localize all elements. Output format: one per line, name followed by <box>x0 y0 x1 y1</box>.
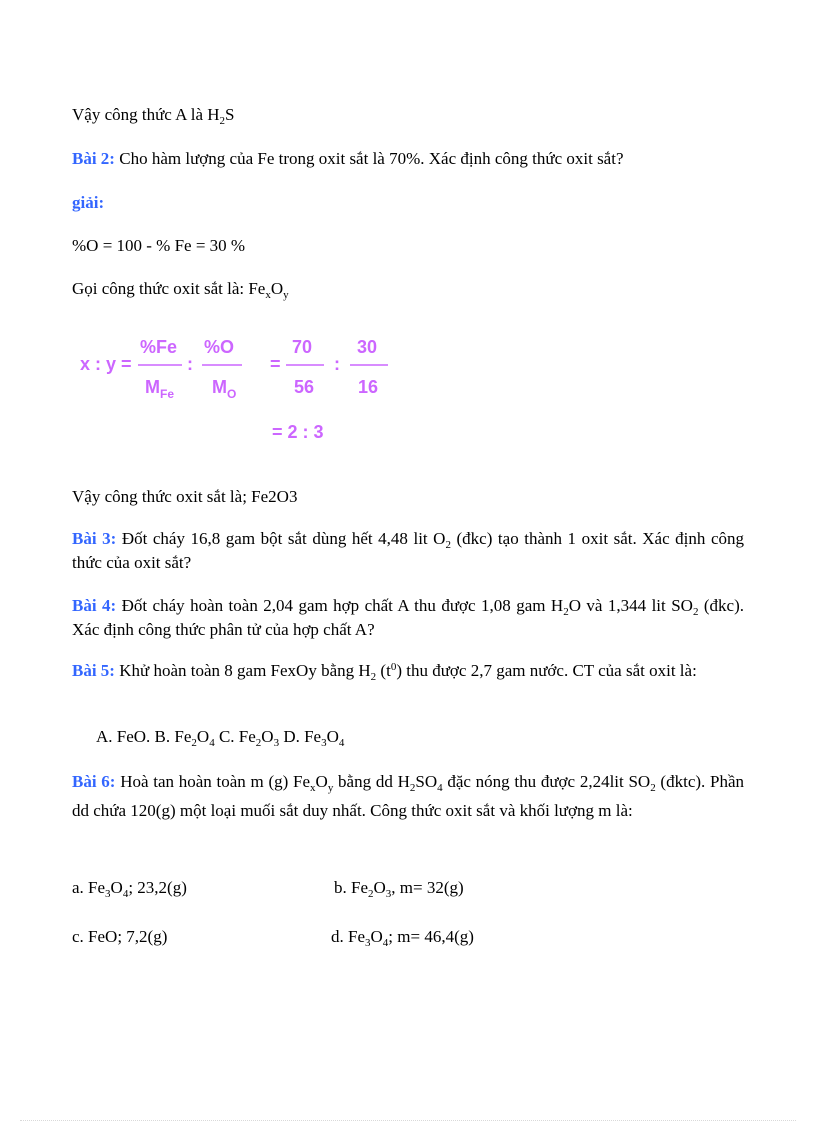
conclusion-oxide: Vậy công thức oxit sắt là; Fe2O3 <box>72 487 298 506</box>
problem-6: Bài 6: Hoà tan hoàn toàn m (g) $Fe_xO_y$ bằng dd $H_2SO_4$ đặc nóng thu được 2,24lit $SO_2$ (đktc). Phần dd chứa 120(g) một loại muối sắt duy nhất. Công thức oxit sắt và khối lượng m là: <box>72 772 745 820</box>
fraction-1-denominator: $M_{Fe}$ <box>145 377 175 401</box>
problem-label: Bài 6: <box>72 772 116 791</box>
fraction-3-denominator: 56 <box>294 377 315 397</box>
ratio-lhs: x : y = <box>80 354 132 374</box>
page-bottom-divider <box>20 1120 796 1121</box>
fraction-2-numerator: %O <box>204 337 235 357</box>
problem-label: Bài 5: <box>72 661 115 680</box>
problem-label: Bài 4: <box>72 596 117 615</box>
fraction-2-denominator: $M_O$ <box>212 377 237 401</box>
ratio-formula <box>72 325 402 450</box>
solution-label: giải: <box>72 193 105 212</box>
percent-oxygen: %O = 100 - % Fe = 30 % <box>72 236 246 255</box>
problem-4: Bài 4: Đốt cháy hoàn toàn 2,04 gam hợp chất A thu được 1,08 gam $H_2O$ và 1,344 lit $SO_2$ (đkc). Xác định công thức phân tử của hợp chất A? <box>72 596 744 639</box>
fraction-1-numerator: %Fe <box>140 337 178 357</box>
problem-2: Bài 2: Cho hàm lượng của Fe trong oxit sắt là 70%. Xác định công thức oxit sắt? <box>72 149 624 168</box>
fraction-4-denominator: 16 <box>358 377 379 397</box>
ratio-colon-2: : <box>334 354 340 374</box>
conclusion-a: Vậy công thức A là $H_2S$ <box>72 105 235 127</box>
ratio-result: = 2 : 3 <box>272 422 324 442</box>
equals-sign: = <box>270 354 281 374</box>
fraction-3-numerator: 70 <box>292 337 313 357</box>
answer-b: b. $Fe_2O_3$, m= 32(g) <box>334 878 464 900</box>
answer-c: c. FeO; 7,2(g) <box>72 927 168 946</box>
answer-a: a. $Fe_3O_4$; 23,2(g) <box>72 878 187 900</box>
answer-d: d. $Fe_3O_4$; m= 46,4(g) <box>331 927 474 949</box>
problem-3: Bài 3: Đốt cháy 16,8 gam bột sắt dùng hết 4,48 lit $O_2$ (đkc) tạo thành 1 oxit sắt. Xác định công thức của oxit sắt? <box>72 529 744 572</box>
problem-5: Bài 5: Khử hoàn toàn 8 gam FexOy bằng $H_2$ $(t^0)$ thu được 2,7 gam nước. CT của sắt oxit là: <box>72 661 697 683</box>
ratio-colon-1: : <box>187 354 193 374</box>
problem-5-options: A. FeO. B. $Fe_2O_4$ C. $Fe_2O_3$ D. $Fe_3O_4$ <box>96 727 345 749</box>
formula-intro: Gọi công thức oxit sắt là: $Fe_xO_y$ <box>72 279 289 301</box>
fraction-4-numerator: 30 <box>357 337 378 357</box>
problem-label: Bài 3: <box>72 529 117 548</box>
problem-label: Bài 2: <box>72 149 115 168</box>
